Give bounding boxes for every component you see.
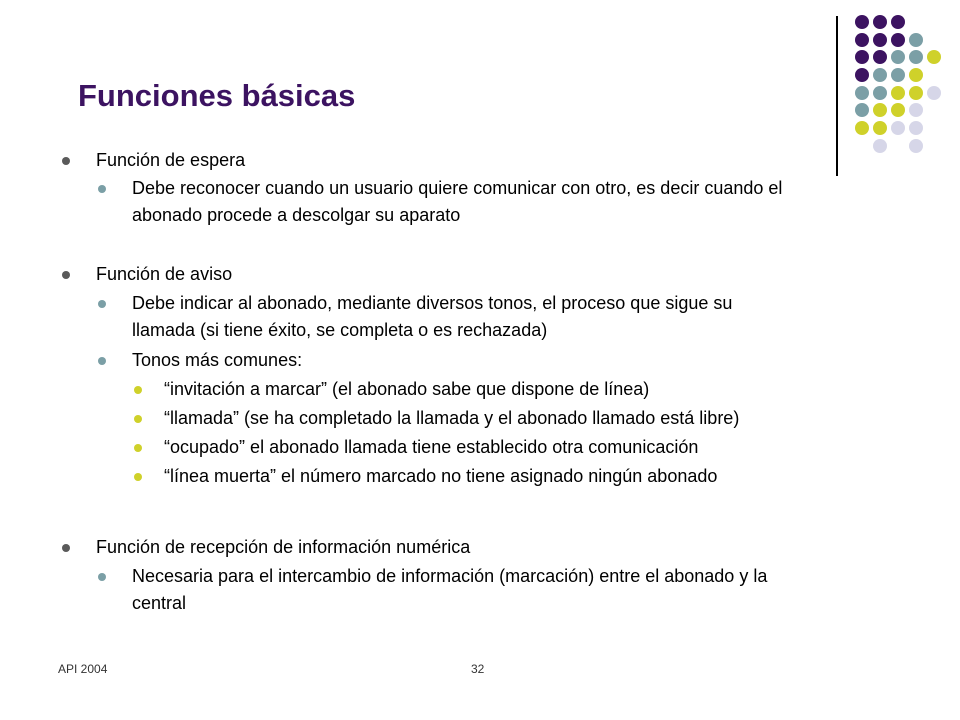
bullet-icon (98, 185, 106, 193)
tone-item: “invitación a marcar” (el abonado sabe que dispone de línea) (164, 379, 650, 399)
footer-label: API 2004 (58, 662, 108, 676)
dot (873, 86, 887, 100)
point-line: Debe reconocer cuando un usuario quiere comunicar con otro, es decir cuando el (132, 178, 783, 198)
dot (855, 68, 869, 82)
tone-item: “línea muerta” el número marcado no tiene asignado ningún abonado (164, 466, 718, 486)
slide-title: Funciones básicas (78, 78, 356, 113)
dot (855, 33, 869, 47)
bullet-icon (98, 300, 106, 308)
dot (891, 68, 905, 82)
dot (891, 50, 905, 64)
bullet-icon (98, 357, 106, 365)
point-line: llamada (si tiene éxito, se completa o es rechazada) (132, 320, 548, 340)
dot (909, 103, 923, 117)
bullet-icon (62, 157, 70, 165)
page-number: 32 (471, 662, 485, 676)
point-line: Necesaria para el intercambio de información (marcación) entre el abonado y la (132, 566, 768, 586)
dot (909, 86, 923, 100)
dot (891, 33, 905, 47)
dot (873, 15, 887, 29)
dot (855, 121, 869, 135)
dot (891, 103, 905, 117)
dot (873, 103, 887, 117)
bullet-icon (98, 573, 106, 581)
dot (855, 15, 869, 29)
dot (873, 33, 887, 47)
dot (891, 121, 905, 135)
decorative-vertical-line (836, 16, 838, 176)
section-heading: Función de espera (96, 150, 246, 170)
dot (873, 121, 887, 135)
dot (927, 50, 941, 64)
dot (909, 50, 923, 64)
section-heading: Función de recepción de información numérica (96, 537, 471, 557)
dot (909, 68, 923, 82)
point-line: abonado procede a descolgar su aparato (132, 205, 461, 225)
dot (909, 121, 923, 135)
bullet-icon (62, 271, 70, 279)
section-heading: Función de aviso (96, 264, 233, 284)
dot (909, 139, 923, 153)
bullet-icon (62, 544, 70, 552)
bullet-icon (134, 415, 142, 423)
dot (855, 50, 869, 64)
bullet-icon (134, 386, 142, 394)
tone-item: “ocupado” el abonado llamada tiene establecido otra comunicación (164, 437, 699, 457)
bullet-icon (134, 444, 142, 452)
dot (855, 103, 869, 117)
dot (873, 68, 887, 82)
dot (927, 86, 941, 100)
bullet-icon (134, 473, 142, 481)
dot (873, 139, 887, 153)
tone-item: “llamada” (se ha completado la llamada y el abonado llamado está libre) (164, 408, 740, 428)
dot (909, 33, 923, 47)
dot (855, 86, 869, 100)
point-line: central (132, 593, 187, 613)
point-line: Debe indicar al abonado, mediante diversos tonos, el proceso que sigue su (132, 293, 733, 313)
dot (873, 50, 887, 64)
point-line: Tonos más comunes: (132, 350, 303, 370)
dot (891, 15, 905, 29)
dot (891, 86, 905, 100)
